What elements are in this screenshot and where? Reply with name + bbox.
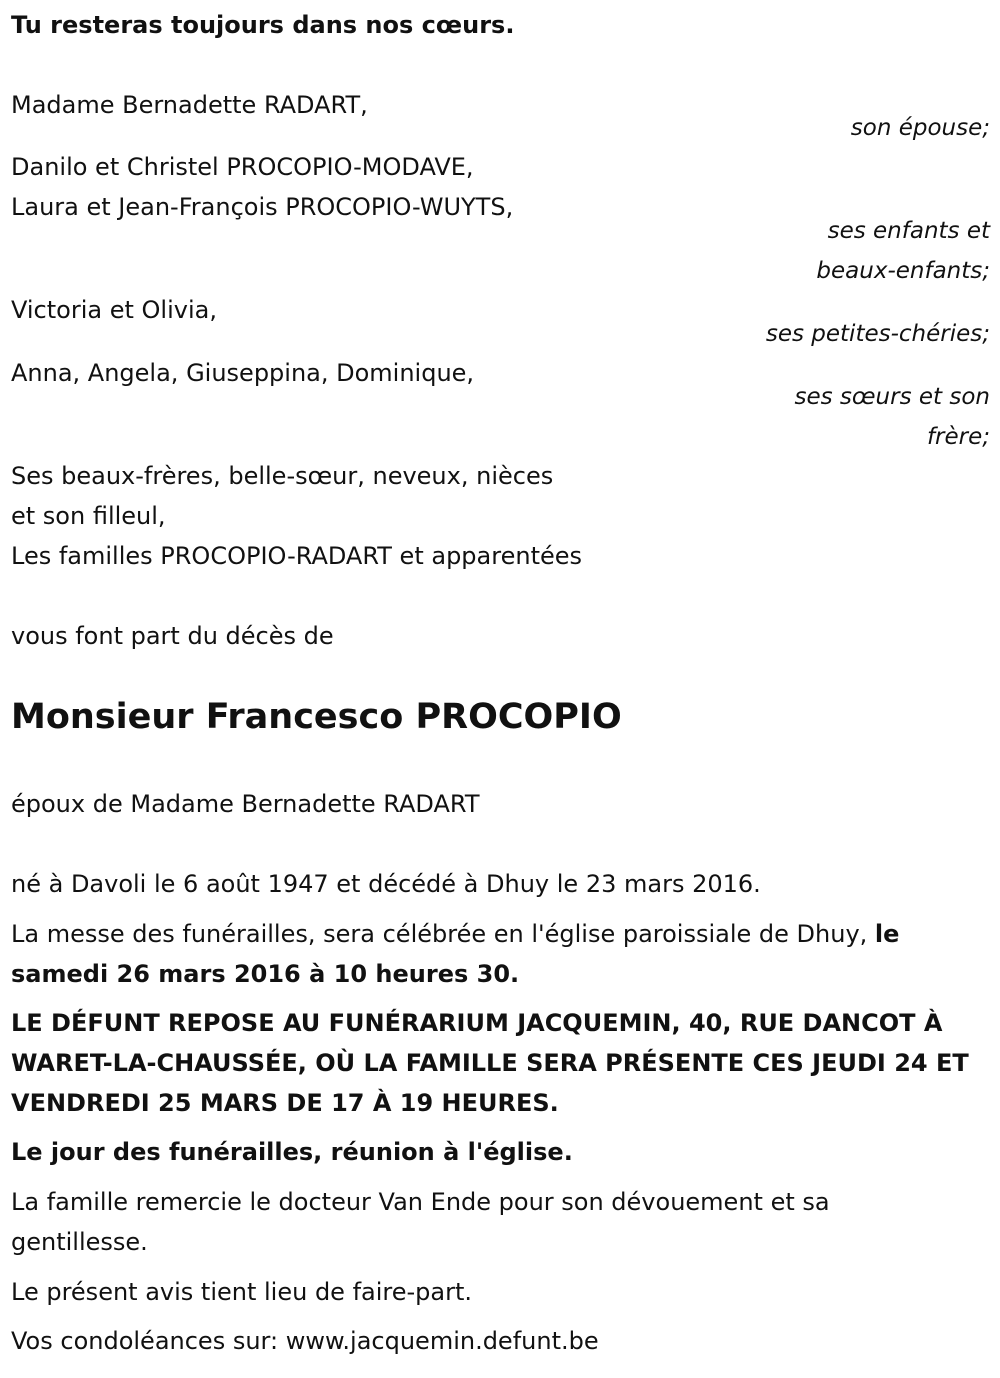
relation-spouse: son épouse; [850, 115, 990, 141]
others-line1: Ses beaux-frères, belle-sœur, neveux, nièces [11, 462, 554, 490]
header-message: Tu resteras toujours dans nos cœurs. [11, 11, 515, 39]
relation-siblings-line2: frère; [926, 424, 990, 450]
funeral-mass-line1 [11, 914, 899, 954]
deceased-dates: né à Davoli le 6 août 1947 et décédé à Dhuy le 23 mars 2016. [11, 870, 761, 898]
intro-text: vous font part du décès de [11, 622, 334, 650]
condolences-line [11, 1321, 599, 1361]
funeral-mass-text: La messe des funérailles, sera célébrée en l'église paroissiale de Dhuy, [11, 920, 868, 948]
repose-line1: LE DÉFUNT REPOSE AU FUNÉRARIUM JACQUEMIN, 40, RUE DANCOT À [11, 1009, 943, 1037]
deceased-name: Monsieur Francesco PROCOPIO [11, 697, 622, 737]
repose-line2: WARET-LA-CHAUSSÉE, OÙ LA FAMILLE SERA PRÉSENTE CES JEUDI 24 ET [11, 1049, 969, 1077]
relation-grandchildren: ses petites-chéries; [765, 321, 990, 347]
others-line2: et son filleul, [11, 502, 166, 530]
thanks-line1: La famille remercie le docteur Van Ende pour son dévouement et sa [11, 1188, 830, 1216]
deceased-spouse: époux de Madame Bernadette RADART [11, 790, 480, 818]
funeral-meeting: Le jour des funérailles, réunion à l'église. [11, 1138, 573, 1166]
family-member-grandchildren: Victoria et Olivia, [11, 296, 217, 324]
notice-text: Le présent avis tient lieu de faire-part. [11, 1278, 473, 1306]
others-line3: Les familles PROCOPIO-RADART et apparentées [11, 542, 583, 570]
relation-children-line2: beaux-enfants; [816, 258, 990, 284]
funeral-mass-date-start: le [874, 920, 900, 948]
relation-siblings-line1: ses sœurs et son [794, 384, 990, 410]
family-member-child-2: Laura et Jean-François PROCOPIO-WUYTS, [11, 193, 514, 221]
family-member-siblings: Anna, Angela, Giuseppina, Dominique, [11, 359, 475, 387]
thanks-line2: gentillesse. [11, 1228, 148, 1256]
family-member-child-1: Danilo et Christel PROCOPIO-MODAVE, [11, 153, 474, 181]
relation-children-line1: ses enfants et [827, 218, 990, 244]
condolences-label: Vos condoléances sur: [11, 1327, 279, 1355]
funeral-mass-date: samedi 26 mars 2016 à 10 heures 30. [11, 960, 520, 988]
repose-line3: VENDREDI 25 MARS DE 17 À 19 HEURES. [11, 1089, 559, 1117]
family-member-spouse: Madame Bernadette RADART, [11, 91, 368, 119]
condolences-link[interactable]: www.jacquemin.defunt.be [285, 1327, 599, 1355]
